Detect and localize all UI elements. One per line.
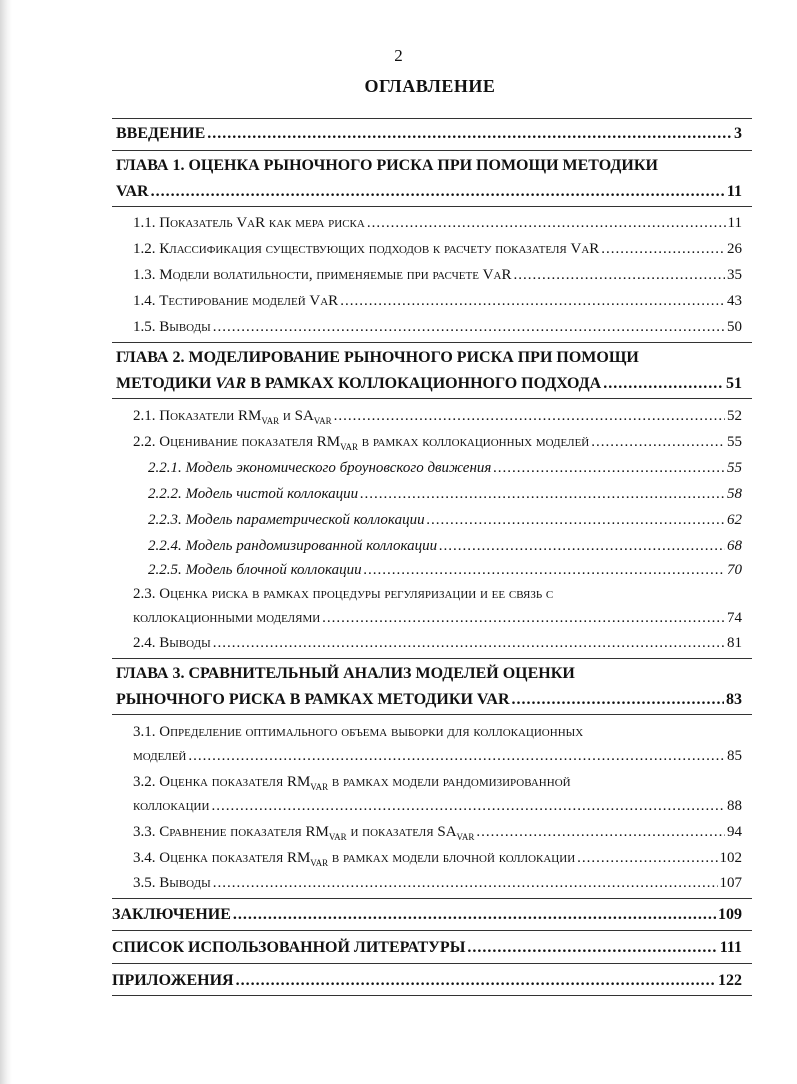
toc-entry-label: 2.1. Показатели $RM_{VAR}$ и $SA_{VAR}$ <box>133 408 332 426</box>
divider <box>112 206 752 207</box>
toc-entry-label: 2.2.2. Модель чистой коллокации <box>148 486 359 502</box>
divider <box>112 398 752 399</box>
toc-entry-label: 1.3. Модели волатильности, применяемые при расчете VaR <box>133 267 512 283</box>
dot-leader <box>439 534 725 558</box>
toc-entry-label: 3.4. Оценка показателя $RM_{VAR}$ в рамках модели блочной коллокации <box>133 850 576 868</box>
divider <box>112 150 752 151</box>
toc-section-1-4[interactable] <box>133 289 742 313</box>
toc-entry-label: СПИСОК ИСПОЛЬЗОВАННОЙ ЛИТЕРАТУРЫ <box>112 939 466 956</box>
toc-chapter-1[interactable] <box>116 180 742 204</box>
toc-section-3-1-line1[interactable]: 3.1. Определение оптимального объема выборки для коллокационных <box>133 724 584 740</box>
toc-section-1-1[interactable] <box>133 211 742 235</box>
toc-entry-page: 11 <box>726 183 742 200</box>
toc-entry-page: 11 <box>727 215 742 231</box>
toc-entry-label: 3.5. Выводы <box>133 875 211 891</box>
toc-entry-page: 81 <box>727 635 742 651</box>
toc-chapter-3-line1[interactable]: ГЛАВА 3. СРАВНИТЕЛЬНЫЙ АНАЛИЗ МОДЕЛЕЙ ОЦЕНКИ <box>116 665 575 682</box>
toc-entry-label: 1.5. Выводы <box>133 319 211 335</box>
toc-entry-intro[interactable] <box>116 122 742 146</box>
toc-section-2-1[interactable] <box>133 404 742 428</box>
dot-leader <box>577 846 717 870</box>
toc-subsection-2-2-4[interactable] <box>148 534 742 558</box>
toc-title: ОГЛАВЛЕНИЕ <box>364 76 496 96</box>
toc-section-2-3[interactable] <box>133 606 742 630</box>
divider <box>112 930 752 931</box>
toc-entry-label: моделей <box>133 748 187 764</box>
dot-leader <box>334 404 725 428</box>
dot-leader <box>512 688 724 712</box>
toc-section-3-3[interactable] <box>133 820 742 844</box>
toc-section-3-4[interactable] <box>133 846 742 870</box>
toc-entry-label: коллокации <box>133 798 210 814</box>
toc-entry-page: 94 <box>727 824 742 840</box>
divider <box>112 898 752 899</box>
toc-entry-label: МЕТОДИКИ VAR В РАМКАХ КОЛЛОКАЦИОННОГО ПОДХОДА <box>116 375 602 392</box>
toc-entry-conclusion[interactable] <box>112 903 742 927</box>
toc-entry-page: 3 <box>734 125 742 142</box>
toc-entry-label: ВВЕДЕНИЕ <box>116 125 206 142</box>
toc-entry-page: 70 <box>727 562 742 578</box>
toc-section-2-2[interactable] <box>133 430 742 454</box>
dot-leader <box>322 606 725 630</box>
dot-leader <box>364 558 725 582</box>
toc-entry-label: VAR <box>116 183 149 200</box>
dot-leader <box>207 122 732 146</box>
toc-chapter-1-line1[interactable]: ГЛАВА 1. ОЦЕНКА РЫНОЧНОГО РИСКА ПРИ ПОМОЩИ МЕТОДИКИ <box>116 157 658 174</box>
dot-leader <box>513 263 725 287</box>
toc-entry-label: 3.3. Сравнение показателя $RM_{VAR}$ и показателя $SA_{VAR}$ <box>133 824 475 842</box>
toc-entry-label: 2.2. Оценивание показателя $RM_{VAR}$ в рамках коллокационных моделей <box>133 434 590 452</box>
dot-leader <box>213 631 725 655</box>
dot-leader <box>340 289 725 313</box>
toc-entry-page: 55 <box>727 460 742 476</box>
scan-edge-shadow <box>0 0 12 1084</box>
toc-entry-label: 1.4. Тестирование моделей VaR <box>133 293 339 309</box>
dot-leader <box>188 744 725 768</box>
dot-leader <box>591 430 725 454</box>
toc-subsection-2-2-5[interactable] <box>148 558 742 582</box>
page-number: 2 <box>394 46 403 65</box>
toc-subsection-2-2-2[interactable] <box>148 482 742 506</box>
divider <box>112 995 752 996</box>
dot-leader <box>236 969 716 993</box>
toc-entry-label: 2.2.3. Модель параметрической коллокации <box>148 512 425 528</box>
toc-entry-page: 35 <box>727 267 742 283</box>
divider <box>112 714 752 715</box>
toc-entry-label: 2.2.4. Модель рандомизированной коллокации <box>148 538 438 554</box>
dot-leader <box>360 482 725 506</box>
toc-entry-appendix[interactable] <box>112 969 742 993</box>
toc-entry-page: 102 <box>719 850 742 866</box>
toc-entry-page: 83 <box>726 691 742 708</box>
toc-entry-label: 2.2.5. Модель блочной коллокации <box>148 562 362 578</box>
toc-section-2-3-line1[interactable]: 2.3. Оценка риска в рамках процедуры регуляризации и ее связь с <box>133 586 554 602</box>
toc-entry-page: 68 <box>727 538 742 554</box>
dot-leader <box>151 180 725 204</box>
toc-section-3-2[interactable] <box>133 794 742 818</box>
toc-entry-page: 51 <box>726 375 742 392</box>
toc-entry-label: РЫНОЧНОГО РИСКА В РАМКАХ МЕТОДИКИ VAR <box>116 691 510 708</box>
dot-leader <box>213 315 725 339</box>
toc-entry-page: 74 <box>727 610 742 626</box>
divider <box>112 963 752 964</box>
divider <box>112 658 752 659</box>
divider <box>112 342 752 343</box>
toc-entry-page: 109 <box>718 906 742 923</box>
toc-entry-page: 111 <box>719 939 742 956</box>
dot-leader <box>601 237 725 261</box>
toc-section-3-1[interactable] <box>133 744 742 768</box>
toc-chapter-2[interactable] <box>116 372 742 396</box>
dot-leader <box>476 820 725 844</box>
toc-chapter-3[interactable] <box>116 688 742 712</box>
toc-subsection-2-2-1[interactable] <box>148 456 742 480</box>
toc-entry-page: 58 <box>727 486 742 502</box>
toc-entry-page: 85 <box>727 748 742 764</box>
toc-entry-page: 52 <box>727 408 742 424</box>
toc-chapter-2-line1[interactable]: ГЛАВА 2. МОДЕЛИРОВАНИЕ РЫНОЧНОГО РИСКА ПРИ ПОМОЩИ <box>116 349 639 366</box>
toc-section-1-5[interactable] <box>133 315 742 339</box>
toc-entry-label: 1.2. Классификация существующих подходов к расчету показателя VaR <box>133 241 600 257</box>
toc-entry-page: 43 <box>727 293 742 309</box>
toc-entry-page: 55 <box>727 434 742 450</box>
toc-entry-page: 88 <box>727 798 742 814</box>
toc-entry-label: 1.1. Показатель VaR как мера риска <box>133 215 365 231</box>
toc-section-2-4[interactable] <box>133 631 742 655</box>
toc-section-3-2-line1[interactable]: 3.2. Оценка показателя $RM_{VAR}$ в рамках модели рандомизированной <box>133 774 571 792</box>
toc-entry-label: 2.2.1. Модель экономического броуновского движения <box>148 460 492 476</box>
dot-leader <box>211 794 725 818</box>
dot-leader <box>427 508 725 532</box>
divider <box>112 118 752 119</box>
toc-entry-references[interactable] <box>112 936 742 960</box>
toc-entry-page: 122 <box>718 972 742 989</box>
toc-section-3-5[interactable] <box>133 871 742 895</box>
dot-leader <box>603 372 724 396</box>
toc-section-1-3[interactable] <box>133 263 742 287</box>
toc-section-1-2[interactable] <box>133 237 742 261</box>
dot-leader <box>233 903 716 927</box>
toc-entry-label: ЗАКЛЮЧЕНИЕ <box>112 906 231 923</box>
toc-subsection-2-2-3[interactable] <box>148 508 742 532</box>
dot-leader <box>213 871 718 895</box>
dot-leader <box>467 936 717 960</box>
dot-leader <box>493 456 725 480</box>
toc-entry-page: 107 <box>719 875 742 891</box>
toc-entry-page: 62 <box>727 512 742 528</box>
toc-entry-label: ПРИЛОЖЕНИЯ <box>112 972 234 989</box>
toc-entry-page: 50 <box>727 319 742 335</box>
toc-entry-label: коллокационными моделями <box>133 610 321 626</box>
dot-leader <box>367 211 726 235</box>
toc-entry-page: 26 <box>727 241 742 257</box>
toc-entry-label: 2.4. Выводы <box>133 635 211 651</box>
